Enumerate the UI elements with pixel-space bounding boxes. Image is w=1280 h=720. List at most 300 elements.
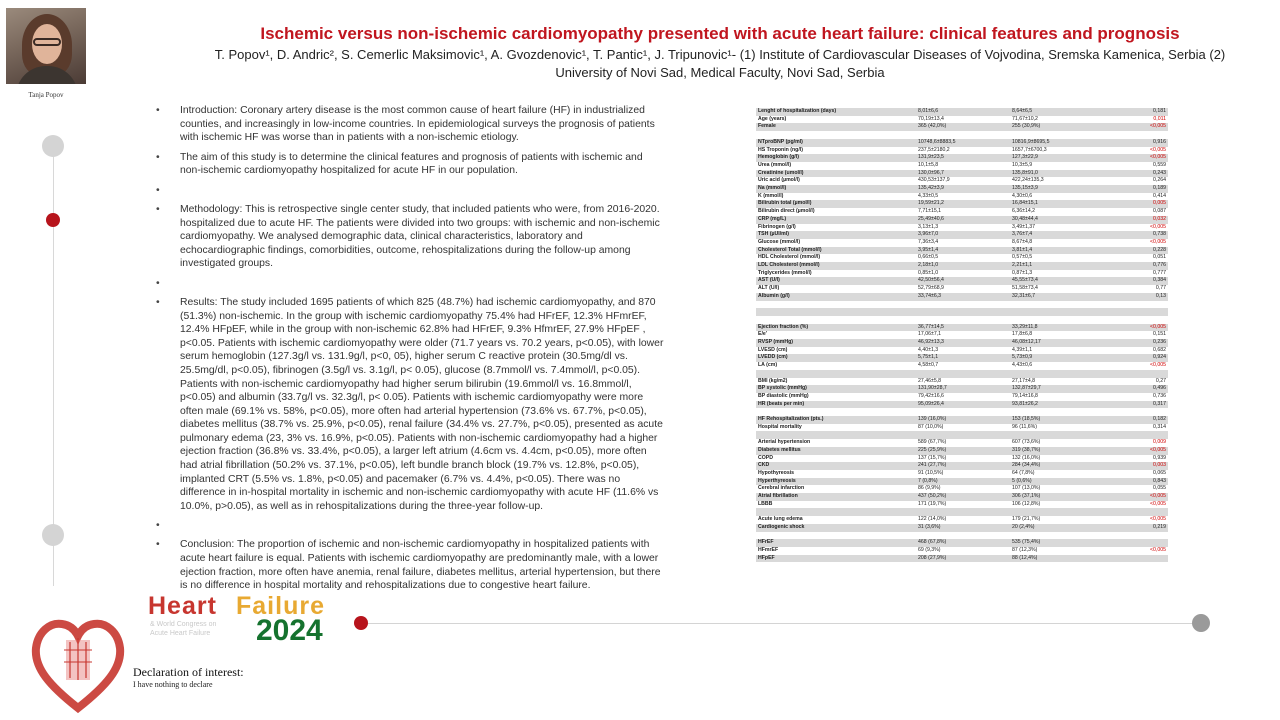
table-row bbox=[756, 408, 1168, 416]
table-cell-p-value bbox=[1104, 131, 1168, 139]
table-cell-label: HDL Cholesterol (mmol/l) bbox=[756, 254, 916, 262]
table-row bbox=[756, 254, 1168, 262]
table-cell-p-value: <0,005 bbox=[1104, 447, 1168, 455]
table-cell-group-1: 7 (0,8%) bbox=[916, 478, 1010, 486]
table-cell-group-2: 3,81±1,4 bbox=[1010, 247, 1104, 255]
table-cell-group-1 bbox=[916, 508, 1010, 516]
timeline-dot-top bbox=[42, 135, 64, 157]
table-row bbox=[756, 316, 1168, 324]
table-cell-group-1: 86 (9,9%) bbox=[916, 485, 1010, 493]
table-cell-group-2: 20 (2,4%) bbox=[1010, 524, 1104, 532]
timeline-dot-red bbox=[46, 213, 60, 227]
table-cell-group-1 bbox=[916, 532, 1010, 540]
logo-word-failure: Failure bbox=[236, 592, 325, 620]
table-cell-p-value: 0,924 bbox=[1104, 354, 1168, 362]
table-cell-group-2: 179 (21,7%) bbox=[1010, 516, 1104, 524]
table-cell-label: Fibrinogen (g/l) bbox=[756, 224, 916, 232]
table-cell-label: CRP (mg/L) bbox=[756, 216, 916, 224]
table-cell-label: TSH (µUI/ml) bbox=[756, 231, 916, 239]
table-cell-label: Glucose (mmol/l) bbox=[756, 239, 916, 247]
table-cell-group-1: 0,66±0,5 bbox=[916, 254, 1010, 262]
table-cell-group-2: 127,3±22,9 bbox=[1010, 154, 1104, 162]
table-cell-label: CKD bbox=[756, 462, 916, 470]
table-cell-group-1: 4,58±0,7 bbox=[916, 362, 1010, 370]
table-cell-label: K (mmol/l) bbox=[756, 193, 916, 201]
table-cell-label: HFrEF bbox=[756, 539, 916, 547]
table-cell-label: Bilirubin total (µmol/l) bbox=[756, 200, 916, 208]
table-cell-group-1: 365 (42,0%) bbox=[916, 123, 1010, 131]
table-cell-label bbox=[756, 408, 916, 416]
table-cell-label bbox=[756, 131, 916, 139]
table-cell-group-2: 30,48±44,4 bbox=[1010, 216, 1104, 224]
table-row bbox=[756, 239, 1168, 247]
table-row bbox=[756, 231, 1168, 239]
table-row bbox=[756, 139, 1168, 147]
table-cell-group-1: 122 (14,0%) bbox=[916, 516, 1010, 524]
table-cell-group-2 bbox=[1010, 431, 1104, 439]
table-cell-label: BP systolic (mmHg) bbox=[756, 385, 916, 393]
table-cell-p-value: <0,005 bbox=[1104, 147, 1168, 155]
table-cell-group-1: 36,77±14,5 bbox=[916, 324, 1010, 332]
table-cell-p-value: <0,005 bbox=[1104, 493, 1168, 501]
table-cell-group-2: 16,84±15,1 bbox=[1010, 200, 1104, 208]
table-cell-p-value: 0,559 bbox=[1104, 162, 1168, 170]
table-cell-label bbox=[756, 301, 916, 309]
table-cell-p-value: 0,219 bbox=[1104, 524, 1168, 532]
table-cell-group-2: 153 (18,5%) bbox=[1010, 416, 1104, 424]
table-row bbox=[756, 547, 1168, 555]
table-cell-p-value: 0,243 bbox=[1104, 170, 1168, 178]
table-cell-label: Female bbox=[756, 123, 916, 131]
table-cell-group-1 bbox=[916, 370, 1010, 378]
table-cell-group-2: 10816,9±8695,5 bbox=[1010, 139, 1104, 147]
table-cell-group-1: 7,36±3,4 bbox=[916, 239, 1010, 247]
table-cell-group-2: 2,21±1,1 bbox=[1010, 262, 1104, 270]
table-cell-p-value: 0,055 bbox=[1104, 485, 1168, 493]
table-cell-group-1: 3,95±1,4 bbox=[916, 247, 1010, 255]
table-row bbox=[756, 401, 1168, 409]
bottom-divider bbox=[360, 623, 1202, 624]
table-cell-p-value: 0,13 bbox=[1104, 293, 1168, 301]
logo-word-heart: Heart bbox=[148, 592, 217, 620]
table-cell-label: LBBB bbox=[756, 501, 916, 509]
table-cell-label: Hypothyreosis bbox=[756, 470, 916, 478]
table-row bbox=[756, 147, 1168, 155]
table-cell-group-2: 4,39±1,1 bbox=[1010, 347, 1104, 355]
table-cell-group-2: 607 (73,6%) bbox=[1010, 439, 1104, 447]
table-cell-group-1: 131,90±28,7 bbox=[916, 385, 1010, 393]
table-cell-group-1: 241 (27,7%) bbox=[916, 462, 1010, 470]
table-cell-label: Triglycerides (mmol/l) bbox=[756, 270, 916, 278]
table-cell-p-value: <0,005 bbox=[1104, 224, 1168, 232]
table-cell-group-1: 437 (50,2%) bbox=[916, 493, 1010, 501]
table-cell-group-1: 430,53±137,9 bbox=[916, 177, 1010, 185]
table-cell-label: LVEDD (cm) bbox=[756, 354, 916, 362]
abstract-introduction: • Introduction: Coronary artery disease is the most common cause of heart failure (HF) in industrialized counties, and increasingly in low-income countries. In epidemiological surveys the prognosis of patients with ischemic HF was worse than in patients with a non-ischemic etiology. bbox=[150, 104, 665, 145]
table-row bbox=[756, 308, 1168, 316]
table-cell-p-value: 0,776 bbox=[1104, 262, 1168, 270]
table-row bbox=[756, 270, 1168, 278]
table-row bbox=[756, 485, 1168, 493]
table-cell-group-2: 8,64±6,5 bbox=[1010, 108, 1104, 116]
table-row bbox=[756, 532, 1168, 540]
table-cell-label: BMI (kg/m2) bbox=[756, 378, 916, 386]
table-cell-p-value: 0,005 bbox=[1104, 200, 1168, 208]
table-cell-group-2: 255 (30,9%) bbox=[1010, 123, 1104, 131]
table-cell-p-value: <0,005 bbox=[1104, 516, 1168, 524]
table-cell-p-value: 0,738 bbox=[1104, 231, 1168, 239]
table-cell-group-1: 131,9±23,5 bbox=[916, 154, 1010, 162]
table-cell-group-2: 8,67±4,8 bbox=[1010, 239, 1104, 247]
table-cell-group-2 bbox=[1010, 308, 1104, 316]
table-row bbox=[756, 378, 1168, 386]
logo-subtitle-1: & World Congress on bbox=[150, 621, 217, 628]
table-cell-group-1: 7,71±15,1 bbox=[916, 208, 1010, 216]
table-cell-p-value: 0,939 bbox=[1104, 455, 1168, 463]
authors-line-1: T. Popov¹, D. Andric², S. Cemerlic Maksimovic¹, A. Gvozdenovic¹, T. Pantic¹, J. Tripunovic¹- (1) Institute of Cardiovascular Diseases of Vojvodina, Sremska Kamenica, Serbia (2) bbox=[214, 47, 1226, 62]
table-cell-group-1 bbox=[916, 308, 1010, 316]
table-cell-label: HFmrEF bbox=[756, 547, 916, 555]
table-cell-label: Ejection fraction (%) bbox=[756, 324, 916, 332]
table-cell-group-2: 135,8±91,0 bbox=[1010, 170, 1104, 178]
table-row bbox=[756, 324, 1168, 332]
table-cell-p-value: 0,27 bbox=[1104, 378, 1168, 386]
heart-icon bbox=[30, 616, 126, 716]
abstract-empty-bullet bbox=[150, 277, 665, 290]
table-cell-label: Age (years) bbox=[756, 116, 916, 124]
table-row bbox=[756, 539, 1168, 547]
table-row bbox=[756, 462, 1168, 470]
table-cell-label: Uric acid (µmol/l) bbox=[756, 177, 916, 185]
authors-line-2: University of Novi Sad, Medical Faculty, Novi Sad, Serbia bbox=[555, 65, 885, 80]
table-cell-group-2: 27,17±4,8 bbox=[1010, 378, 1104, 386]
table-cell-group-1: 137 (15,7%) bbox=[916, 455, 1010, 463]
table-cell-group-1: 69 (9,3%) bbox=[916, 547, 1010, 555]
table-cell-p-value bbox=[1104, 370, 1168, 378]
table-row bbox=[756, 385, 1168, 393]
table-row bbox=[756, 301, 1168, 309]
table-row bbox=[756, 478, 1168, 486]
table-row bbox=[756, 200, 1168, 208]
table-row bbox=[756, 501, 1168, 509]
table-cell-p-value: 0,011 bbox=[1104, 116, 1168, 124]
table-cell-group-2: 33,29±11,8 bbox=[1010, 324, 1104, 332]
table-cell-p-value bbox=[1104, 301, 1168, 309]
table-row bbox=[756, 293, 1168, 301]
table-row bbox=[756, 447, 1168, 455]
table-cell-label: Atrial fibrillation bbox=[756, 493, 916, 501]
bottom-dot-red bbox=[354, 616, 368, 630]
table-cell-p-value bbox=[1104, 431, 1168, 439]
table-cell-p-value: 0,151 bbox=[1104, 331, 1168, 339]
table-cell-group-1: 70,19±13,4 bbox=[916, 116, 1010, 124]
table-cell-label bbox=[756, 316, 916, 324]
table-cell-label: Acute lung edema bbox=[756, 516, 916, 524]
table-row bbox=[756, 162, 1168, 170]
table-cell-label: Creatinine (umol/l) bbox=[756, 170, 916, 178]
table-row bbox=[756, 208, 1168, 216]
table-cell-p-value: <0,005 bbox=[1104, 239, 1168, 247]
logo-subtitle-2: Acute Heart Failure bbox=[150, 630, 211, 637]
results-table bbox=[756, 108, 1168, 562]
table-cell-group-2: 5,73±0,9 bbox=[1010, 354, 1104, 362]
declaration-text: I have nothing to declare bbox=[133, 680, 213, 689]
table-cell-p-value: 0,181 bbox=[1104, 108, 1168, 116]
abstract-methodology: • Methodology: This is retrospective single center study, that included patients who were, from 2016-2020. hospitalized due to acute HF. The patients were divided into two groups: with ischemic and non-ischemic cardiomyopathy. We analysed demographic data, clinical characteristics, laboratory and echocardiographic findings, comorbidities, outcome, rehospitalizations during the follow-up among investigated groups. bbox=[150, 203, 665, 271]
table-cell-group-1: 225 (25,9%) bbox=[916, 447, 1010, 455]
table-cell-label: HR (beats per min) bbox=[756, 401, 916, 409]
table-cell-p-value: 0,051 bbox=[1104, 254, 1168, 262]
table-cell-label: RVSP (mmHg) bbox=[756, 339, 916, 347]
table-cell-group-2: 284 (34,4%) bbox=[1010, 462, 1104, 470]
table-cell-label: Diabetes mellitus bbox=[756, 447, 916, 455]
table-cell-p-value: 0,314 bbox=[1104, 424, 1168, 432]
table-cell-group-1: 33,74±6,3 bbox=[916, 293, 1010, 301]
table-cell-group-1: 27,46±5,8 bbox=[916, 378, 1010, 386]
table-cell-label bbox=[756, 370, 916, 378]
table-cell-label bbox=[756, 508, 916, 516]
table-cell-group-1: 19,59±21,2 bbox=[916, 200, 1010, 208]
table-cell-label: E/e' bbox=[756, 331, 916, 339]
table-cell-p-value: 0,189 bbox=[1104, 185, 1168, 193]
table-cell-group-1 bbox=[916, 131, 1010, 139]
table-cell-p-value bbox=[1104, 555, 1168, 563]
table-cell-group-1 bbox=[916, 431, 1010, 439]
table-cell-group-2: 4,43±0,6 bbox=[1010, 362, 1104, 370]
table-cell-label: NTproBNP (pg/ml) bbox=[756, 139, 916, 147]
table-row bbox=[756, 116, 1168, 124]
table-cell-group-1: 171 (19,7%) bbox=[916, 501, 1010, 509]
table-cell-group-1: 31 (3,6%) bbox=[916, 524, 1010, 532]
table-cell-group-2: 10,3±5,9 bbox=[1010, 162, 1104, 170]
table-row bbox=[756, 185, 1168, 193]
presenter-name: Tanja Popov bbox=[28, 91, 64, 99]
table-cell-group-1: 135,42±3,9 bbox=[916, 185, 1010, 193]
table-row bbox=[756, 123, 1168, 131]
table-cell-label: Cardiogenic shock bbox=[756, 524, 916, 532]
table-cell-p-value: <0,005 bbox=[1104, 123, 1168, 131]
table-cell-group-2: 45,55±73,4 bbox=[1010, 277, 1104, 285]
table-cell-p-value: <0,005 bbox=[1104, 154, 1168, 162]
table-cell-label: Albumin (g/l) bbox=[756, 293, 916, 301]
table-cell-p-value: <0,005 bbox=[1104, 547, 1168, 555]
table-cell-label: Hospital mortality bbox=[756, 424, 916, 432]
table-cell-group-2: 422,24±135,3 bbox=[1010, 177, 1104, 185]
table-cell-group-1: 3,13±1,3 bbox=[916, 224, 1010, 232]
table-cell-p-value: 0,065 bbox=[1104, 470, 1168, 478]
table-cell-group-2: 46,08±12,17 bbox=[1010, 339, 1104, 347]
table-cell-p-value bbox=[1104, 408, 1168, 416]
table-cell-group-1: 0,85±1,0 bbox=[916, 270, 1010, 278]
table-cell-p-value bbox=[1104, 532, 1168, 540]
table-cell-group-2: 4,30±0,6 bbox=[1010, 193, 1104, 201]
table-cell-p-value: 0,414 bbox=[1104, 193, 1168, 201]
table-row bbox=[756, 416, 1168, 424]
table-cell-label bbox=[756, 431, 916, 439]
table-row bbox=[756, 516, 1168, 524]
presenter-photo bbox=[6, 8, 86, 84]
table-cell-label: Na (mmol/l) bbox=[756, 185, 916, 193]
table-cell-label: Cerebral infarction bbox=[756, 485, 916, 493]
table-cell-p-value bbox=[1104, 316, 1168, 324]
table-cell-group-2: 79,14±16,8 bbox=[1010, 393, 1104, 401]
table-cell-p-value: 0,032 bbox=[1104, 216, 1168, 224]
table-cell-group-1 bbox=[916, 316, 1010, 324]
table-cell-group-1: 468 (67,8%) bbox=[916, 539, 1010, 547]
table-cell-group-2: 87 (12,3%) bbox=[1010, 547, 1104, 555]
timeline-dot-bottom bbox=[42, 524, 64, 546]
table-cell-label: LA (cm) bbox=[756, 362, 916, 370]
table-cell-p-value: 0,777 bbox=[1104, 270, 1168, 278]
table-cell-group-2 bbox=[1010, 370, 1104, 378]
table-cell-label: BP diastolic (mmHg) bbox=[756, 393, 916, 401]
table-cell-group-1: 42,50±56,4 bbox=[916, 277, 1010, 285]
table-cell-group-2: 1657,7±6700,3 bbox=[1010, 147, 1104, 155]
table-cell-label: Lenght of hospitalization (days) bbox=[756, 108, 916, 116]
table-row bbox=[756, 431, 1168, 439]
table-row bbox=[756, 154, 1168, 162]
table-cell-group-2 bbox=[1010, 408, 1104, 416]
table-cell-label: HS Troponin (ng/l) bbox=[756, 147, 916, 155]
declaration-title: Declaration of interest: bbox=[133, 665, 244, 679]
table-row bbox=[756, 131, 1168, 139]
abstract-results: • Results: The study included 1695 patients of which 825 (48.7%) had ischemic cardiomyopathy, and 870 (51.3%) non-ischemic. In the group with ischemic cardiomyopathy 75.4% had HFrEF, 12.3% HFmrEF, 12.4% HFpEF, while in the group with non-ischemic 62.8% had HFrEF, 9.3% HfmrEF, 27.9% HFpEF , p<0.05. Patients with ischemic cardiomyopathy were older (71.7 years vs. 70.2 years, p<0.05), with lower serum hemoglobin (127.3g/l vs. 131.9g/l, p<0, 05), higher serum C reactive protein (30.5mg/dl vs. 25.5mg/dl, p<0.05), fibrinogen (3.5g/l vs. 3.1g/l, p< 0.05), glucose (8.7mmol/l vs. 7.4mmol/l, p<0.05). Patients with non-ischemic cardiomyopathy had higher serum bilirubin (19.6mmol/l vs. 16.8mmol/l, p<0.05) and albumin (33.7g/l vs. 32.3g/l, p< 0.05). Patients with ischemic cardiomyopathy were more often male (69.1% vs. 58%, p<0.05), more often had arterial hypertension (73.6% vs. 67.7%, p<0.05), diabetes mellitus (38.7% vs. 25.9%, p<0.05), renal failure (34.4% vs. 27.7%, p<0.05), presented as acute pulmonary edema (23, 3% vs. 16.9%, p<0.05). Patients with non-ischemic cardiomyopathy had a higher ejection fraction (36.8% vs. 33.4%, p<0.05), a larger left atrium (4.6cm vs. 4.4cm, p<0.05), more often had atrial fibrillation (50.2% vs. 37.1%, p<0.05), left bundle branch block (19.7% vs. 12.8%, p<0.05), implanted CRT (5.5% vs. 1.8%, p<0.05) and pacemaker (6.7% vs. 4.4%, p<0.05). There was no difference in in-hospital mortality in ischemic and non-ischemic cardiomyopathy with acute HF (11.6% vs 10.0%, p>0.05), as well as in rehospitalizations during the three-year follow-up. bbox=[150, 296, 665, 514]
table-cell-group-2 bbox=[1010, 508, 1104, 516]
table-cell-label: Bilirubin direct (µmol/l) bbox=[756, 208, 916, 216]
table-cell-p-value bbox=[1104, 308, 1168, 316]
table-row bbox=[756, 524, 1168, 532]
table-cell-label: HFpEF bbox=[756, 555, 916, 563]
table-row bbox=[756, 354, 1168, 362]
table-cell-group-2: 132,87±29,7 bbox=[1010, 385, 1104, 393]
table-row bbox=[756, 470, 1168, 478]
table-cell-group-2 bbox=[1010, 532, 1104, 540]
table-cell-group-2: 306 (37,1%) bbox=[1010, 493, 1104, 501]
table-row bbox=[756, 347, 1168, 355]
table-cell-group-2: 135,15±3,9 bbox=[1010, 185, 1104, 193]
table-cell-group-2: 6,36±14,2 bbox=[1010, 208, 1104, 216]
table-cell-group-1: 17,06±7,1 bbox=[916, 331, 1010, 339]
table-row bbox=[756, 424, 1168, 432]
table-row bbox=[756, 170, 1168, 178]
table-cell-group-1: 10748,6±8883,5 bbox=[916, 139, 1010, 147]
table-cell-group-1: 91 (10,5%) bbox=[916, 470, 1010, 478]
table-cell-group-1: 4,33±0,5 bbox=[916, 193, 1010, 201]
table-cell-label bbox=[756, 532, 916, 540]
table-cell-group-1: 95,09±26,4 bbox=[916, 401, 1010, 409]
table-cell-p-value: <0,005 bbox=[1104, 501, 1168, 509]
table-cell-label: HF Rehospitalization (pts.) bbox=[756, 416, 916, 424]
table-cell-label bbox=[756, 308, 916, 316]
table-cell-p-value bbox=[1104, 508, 1168, 516]
abstract-panel bbox=[150, 104, 665, 599]
table-cell-group-1: 46,92±13,3 bbox=[916, 339, 1010, 347]
table-cell-group-1: 79,42±16,6 bbox=[916, 393, 1010, 401]
table-cell-p-value: 0,843 bbox=[1104, 478, 1168, 486]
table-row bbox=[756, 262, 1168, 270]
table-cell-p-value: <0,005 bbox=[1104, 362, 1168, 370]
table-cell-group-2: 96 (11,6%) bbox=[1010, 424, 1104, 432]
table-cell-group-1: 3,96±7,0 bbox=[916, 231, 1010, 239]
table-cell-group-1: 4,40±1,3 bbox=[916, 347, 1010, 355]
table-cell-group-1: 5,75±1,1 bbox=[916, 354, 1010, 362]
heart-failure-2024-logo bbox=[148, 592, 348, 652]
table-row bbox=[756, 108, 1168, 116]
table-cell-label: ALT (U/l) bbox=[756, 285, 916, 293]
table-cell-group-2: 0,57±0,5 bbox=[1010, 254, 1104, 262]
table-row bbox=[756, 393, 1168, 401]
logo-year: 2024 bbox=[256, 614, 323, 647]
table-cell-p-value: 0,228 bbox=[1104, 247, 1168, 255]
table-cell-group-1: 139 (16,0%) bbox=[916, 416, 1010, 424]
table-cell-p-value: 0,916 bbox=[1104, 139, 1168, 147]
table-cell-label: Cholesterol Total (mmol/l) bbox=[756, 247, 916, 255]
table-cell-p-value: <0,005 bbox=[1104, 324, 1168, 332]
table-cell-group-2: 71,67±10,2 bbox=[1010, 116, 1104, 124]
poster-title: Ischemic versus non-ischemic cardiomyopathy presented with acute heart failure: clinical features and prognosis bbox=[260, 24, 1180, 43]
table-cell-label: Arterial hypertension bbox=[756, 439, 916, 447]
table-cell-group-2: 0,87±1,3 bbox=[1010, 270, 1104, 278]
table-cell-group-2: 17,8±6,8 bbox=[1010, 331, 1104, 339]
table-cell-group-2: 3,49±1,37 bbox=[1010, 224, 1104, 232]
table-cell-group-1: 2,18±1,0 bbox=[916, 262, 1010, 270]
table-row bbox=[756, 362, 1168, 370]
table-cell-group-2: 5 (0,6%) bbox=[1010, 478, 1104, 486]
table-cell-p-value bbox=[1104, 539, 1168, 547]
table-cell-p-value: 0,317 bbox=[1104, 401, 1168, 409]
table-cell-group-2 bbox=[1010, 316, 1104, 324]
table-row bbox=[756, 331, 1168, 339]
table-cell-group-2: 319 (38,7%) bbox=[1010, 447, 1104, 455]
table-cell-group-1: 87 (10,0%) bbox=[916, 424, 1010, 432]
results-table-body bbox=[756, 108, 1168, 562]
table-cell-label: LVESD (cm) bbox=[756, 347, 916, 355]
table-row bbox=[756, 216, 1168, 224]
table-cell-group-1: 10,1±5,8 bbox=[916, 162, 1010, 170]
authors-affiliations bbox=[180, 46, 1260, 82]
table-cell-group-1: 589 (67,7%) bbox=[916, 439, 1010, 447]
table-row bbox=[756, 247, 1168, 255]
abstract-list bbox=[150, 104, 665, 593]
table-row bbox=[756, 285, 1168, 293]
table-cell-p-value: 0,384 bbox=[1104, 277, 1168, 285]
table-cell-group-2: 132 (16,0%) bbox=[1010, 455, 1104, 463]
table-cell-p-value: 0,496 bbox=[1104, 385, 1168, 393]
table-row bbox=[756, 277, 1168, 285]
table-row bbox=[756, 455, 1168, 463]
table-cell-group-1: 130,0±96,7 bbox=[916, 170, 1010, 178]
table-cell-group-2: 64 (7,8%) bbox=[1010, 470, 1104, 478]
table-cell-group-1: 25,49±40,6 bbox=[916, 216, 1010, 224]
table-row bbox=[756, 193, 1168, 201]
table-cell-group-2: 93,81±26,2 bbox=[1010, 401, 1104, 409]
table-cell-group-1: 52,79±68,9 bbox=[916, 285, 1010, 293]
bottom-dot-grey bbox=[1192, 614, 1210, 632]
table-cell-p-value: 0,087 bbox=[1104, 208, 1168, 216]
table-cell-label: AST (U/l) bbox=[756, 277, 916, 285]
table-cell-label: Hemoglobin (g/l) bbox=[756, 154, 916, 162]
table-cell-p-value: 0,236 bbox=[1104, 339, 1168, 347]
table-row bbox=[756, 555, 1168, 563]
table-cell-group-1: 237,5±2180,2 bbox=[916, 147, 1010, 155]
table-cell-label: COPD bbox=[756, 455, 916, 463]
abstract-empty-bullet bbox=[150, 519, 665, 532]
table-row bbox=[756, 508, 1168, 516]
table-row bbox=[756, 177, 1168, 185]
table-cell-p-value: 0,003 bbox=[1104, 462, 1168, 470]
table-row bbox=[756, 339, 1168, 347]
table-cell-label: LDL Cholesterol (mmol/l) bbox=[756, 262, 916, 270]
